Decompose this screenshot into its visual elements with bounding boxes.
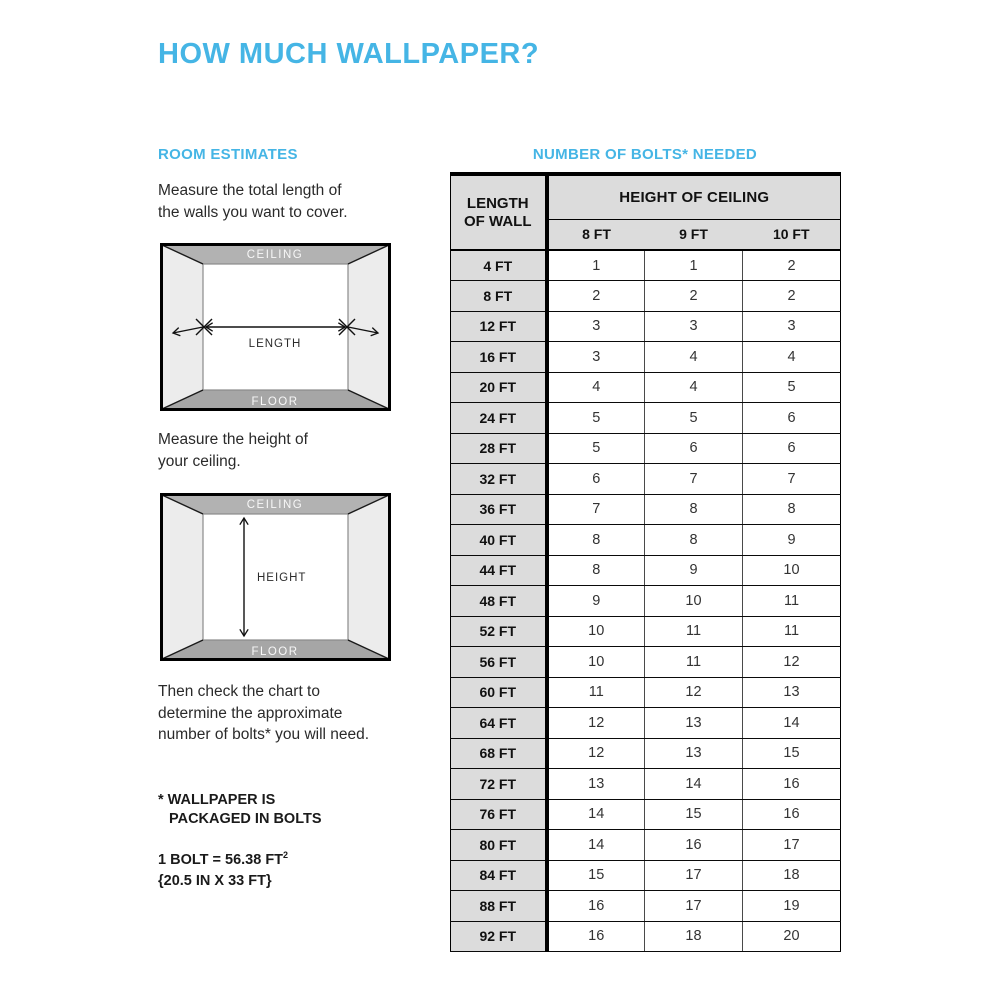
wall-length-cell: 60 FT (451, 677, 547, 708)
instruction-line: number of bolts* you will need. (158, 726, 370, 743)
bolt-count-cell: 9 (645, 555, 743, 586)
wall-length-cell: 16 FT (451, 342, 547, 373)
right-wall-surface (348, 495, 389, 659)
room-estimates-heading: ROOM ESTIMATES (158, 146, 298, 163)
bolt-dimensions: {20.5 IN X 33 FT} (158, 872, 272, 889)
wall-length-cell: 20 FT (451, 372, 547, 403)
wall-length-cell: 72 FT (451, 769, 547, 800)
table-header-row-main (451, 174, 841, 219)
ceiling-label: CEILING (246, 499, 304, 511)
wall-length-cell: 12 FT (451, 311, 547, 342)
table-row (451, 799, 841, 830)
instruction-line: Measure the height of (158, 431, 308, 448)
table-row (451, 403, 841, 434)
bolt-equation-text: 1 BOLT = 56.38 FT (158, 851, 284, 868)
table-row (451, 311, 841, 342)
bolt-count-cell: 6 (645, 433, 743, 464)
bolt-count-cell: 6 (547, 464, 645, 495)
bolt-count-cell: 1 (645, 250, 743, 281)
bolt-count-cell: 13 (645, 708, 743, 739)
bolt-count-cell: 3 (547, 342, 645, 373)
wall-length-cell: 4 FT (451, 250, 547, 281)
bolt-count-cell: 14 (547, 799, 645, 830)
bolt-count-cell: 17 (743, 830, 841, 861)
length-label: LENGTH (248, 338, 302, 350)
table-header (451, 174, 841, 250)
wall-length-cell: 80 FT (451, 830, 547, 861)
instruction-line: the walls you want to cover. (158, 203, 348, 221)
bolt-count-cell: 8 (645, 525, 743, 556)
bolt-count-cell: 20 (743, 921, 841, 952)
left-wall-surface (162, 245, 203, 409)
bolt-count-cell: 15 (743, 738, 841, 769)
length-of-wall-header (451, 174, 547, 250)
bolt-count-cell: 16 (743, 799, 841, 830)
bolt-count-cell: 11 (547, 677, 645, 708)
wall-length-cell: 56 FT (451, 647, 547, 678)
table-row (451, 769, 841, 800)
bolt-count-cell: 13 (743, 677, 841, 708)
wall-length-cell: 52 FT (451, 616, 547, 647)
bolt-count-cell: 4 (547, 372, 645, 403)
instruction-line: Measure the total length of (158, 182, 342, 199)
wall-length-cell: 36 FT (451, 494, 547, 525)
bolts-table-body (451, 250, 841, 952)
floor-label: FLOOR (251, 646, 299, 658)
right-wall-surface (348, 245, 389, 409)
bolt-count-cell: 2 (743, 250, 841, 281)
bolt-count-cell: 17 (645, 891, 743, 922)
bolt-count-cell: 2 (645, 281, 743, 312)
instruction-measure-length (158, 180, 348, 223)
room-length-diagram (160, 243, 391, 411)
instruction-line: determine the approximate (158, 704, 343, 722)
instruction-measure-height (158, 429, 308, 472)
table-row (451, 708, 841, 739)
bolt-count-cell: 5 (547, 403, 645, 434)
bolt-count-cell: 14 (645, 769, 743, 800)
ceiling-height-header-9ft: 9 FT (645, 219, 743, 250)
table-row (451, 464, 841, 495)
table-row (451, 738, 841, 769)
bolt-count-cell: 15 (645, 799, 743, 830)
bolt-count-cell: 10 (547, 616, 645, 647)
bolt-count-cell: 17 (645, 860, 743, 891)
wall-length-cell: 28 FT (451, 433, 547, 464)
wall-length-cell: 8 FT (451, 281, 547, 312)
ceiling-label: CEILING (246, 249, 304, 261)
bolt-count-cell: 3 (743, 311, 841, 342)
bolt-count-cell: 12 (743, 647, 841, 678)
room-height-diagram (160, 493, 391, 661)
wall-length-cell: 84 FT (451, 860, 547, 891)
table-row (451, 342, 841, 373)
table-row (451, 616, 841, 647)
floor-label: FLOOR (251, 396, 299, 408)
bolt-count-cell: 3 (645, 311, 743, 342)
table-row (451, 921, 841, 952)
height-of-ceiling-header: HEIGHT OF CEILING (547, 174, 841, 219)
bolts-needed-heading: NUMBER OF BOLTS* NEEDED (532, 146, 758, 163)
bolt-equation (158, 845, 288, 871)
bolt-count-cell: 6 (743, 433, 841, 464)
bolt-count-cell: 15 (547, 860, 645, 891)
footnote-line: PACKAGED IN BOLTS (169, 811, 322, 827)
bolt-count-cell: 4 (645, 342, 743, 373)
bolt-count-cell: 4 (743, 342, 841, 373)
bolt-count-cell: 11 (743, 586, 841, 617)
instruction-line: your ceiling. (158, 452, 241, 470)
bolt-count-cell: 9 (743, 525, 841, 556)
wall-length-cell: 44 FT (451, 555, 547, 586)
bolt-count-cell: 11 (645, 647, 743, 678)
bolt-count-cell: 12 (547, 708, 645, 739)
bolts-needed-table (450, 172, 841, 952)
bolt-count-cell: 11 (645, 616, 743, 647)
bolt-size-note (158, 845, 288, 892)
height-label: HEIGHT (257, 572, 307, 584)
bolt-count-cell: 10 (743, 555, 841, 586)
bolt-count-cell: 13 (547, 769, 645, 800)
bolt-count-cell: 13 (645, 738, 743, 769)
table-row (451, 525, 841, 556)
instruction-check-chart (158, 681, 369, 746)
wall-length-cell: 92 FT (451, 921, 547, 952)
bolt-count-cell: 2 (743, 281, 841, 312)
table-row (451, 281, 841, 312)
wall-length-cell: 76 FT (451, 799, 547, 830)
bolt-count-cell: 18 (645, 921, 743, 952)
bolt-count-cell: 2 (547, 281, 645, 312)
squared-superscript: 2 (283, 850, 289, 860)
bolt-count-cell: 5 (743, 372, 841, 403)
bolt-count-cell: 7 (743, 464, 841, 495)
bolt-count-cell: 16 (547, 891, 645, 922)
bolt-count-cell: 12 (645, 677, 743, 708)
bolt-count-cell: 8 (743, 494, 841, 525)
bolt-count-cell: 5 (547, 433, 645, 464)
ceiling-height-header-10ft: 10 FT (743, 219, 841, 250)
wall-length-cell: 48 FT (451, 586, 547, 617)
bolt-count-cell: 16 (645, 830, 743, 861)
bolt-count-cell: 12 (547, 738, 645, 769)
table-row (451, 830, 841, 861)
bolt-count-cell: 14 (743, 708, 841, 739)
table-row (451, 647, 841, 678)
header-line: OF WALL (464, 212, 532, 230)
table-row (451, 372, 841, 403)
bolt-count-cell: 8 (547, 525, 645, 556)
wall-length-cell: 68 FT (451, 738, 547, 769)
bolt-count-cell: 4 (645, 372, 743, 403)
table-row (451, 677, 841, 708)
page-title: HOW MUCH WALLPAPER? (158, 38, 540, 70)
bolt-count-cell: 7 (547, 494, 645, 525)
wallpaper-bolts-footnote (158, 791, 322, 829)
bolt-count-cell: 5 (645, 403, 743, 434)
bolt-count-cell: 9 (547, 586, 645, 617)
bolt-count-cell: 11 (743, 616, 841, 647)
header-line: LENGTH (466, 194, 529, 212)
bolt-count-cell: 10 (547, 647, 645, 678)
table-row (451, 250, 841, 281)
footnote-line: * WALLPAPER IS (158, 792, 276, 808)
ceiling-height-header-8ft: 8 FT (547, 219, 645, 250)
left-wall-surface (162, 495, 203, 659)
table-row (451, 891, 841, 922)
table-row (451, 433, 841, 464)
wall-length-cell: 64 FT (451, 708, 547, 739)
wall-length-cell: 32 FT (451, 464, 547, 495)
bolt-count-cell: 18 (743, 860, 841, 891)
bolt-count-cell: 3 (547, 311, 645, 342)
table-row (451, 555, 841, 586)
wall-length-cell: 88 FT (451, 891, 547, 922)
wall-length-cell: 24 FT (451, 403, 547, 434)
table-row (451, 586, 841, 617)
instruction-line: Then check the chart to (158, 683, 320, 700)
wall-length-cell: 40 FT (451, 525, 547, 556)
bolt-count-cell: 10 (645, 586, 743, 617)
bolt-count-cell: 14 (547, 830, 645, 861)
bolt-count-cell: 16 (743, 769, 841, 800)
table-row (451, 494, 841, 525)
bolt-count-cell: 8 (547, 555, 645, 586)
bolt-count-cell: 6 (743, 403, 841, 434)
bolt-count-cell: 1 (547, 250, 645, 281)
bolt-count-cell: 16 (547, 921, 645, 952)
table-row (451, 860, 841, 891)
bolt-count-cell: 7 (645, 464, 743, 495)
bolt-count-cell: 8 (645, 494, 743, 525)
bolt-count-cell: 19 (743, 891, 841, 922)
